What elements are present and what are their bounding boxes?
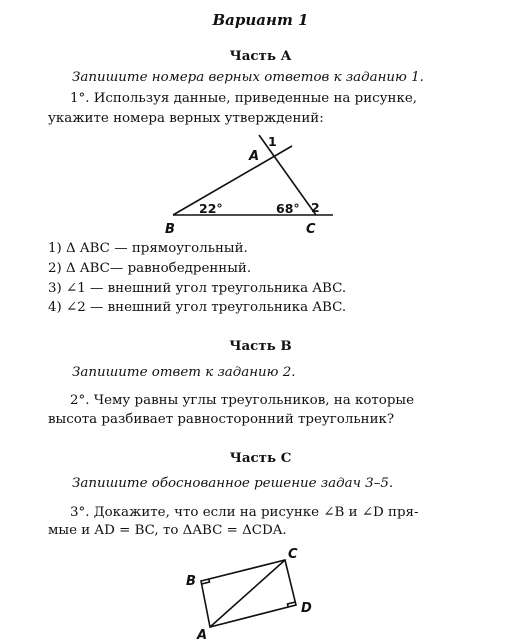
part-a-instruction: Запишите номера верных ответов к заданию 1. [72, 70, 424, 85]
label-angle-2: 2 [311, 200, 320, 215]
part-c-heading: Часть C [229, 450, 292, 466]
part-a-heading: Часть А [229, 48, 292, 64]
label-a: A [249, 149, 260, 164]
angle-c-value: 68° [276, 201, 300, 216]
part-c-instruction: Запишите обоснованное решение задач 3–5. [72, 476, 394, 491]
option-4: 4) ∠2 — внешний угол треугольника ABC. [48, 300, 347, 315]
label-angle-1: 1 [268, 134, 277, 149]
task3-line1: 3°. Докажите, что если на рисунке ∠B и ∠D пря- [70, 505, 419, 520]
label-quad-a: A [197, 628, 208, 641]
label-quad-d: D [301, 601, 312, 616]
part-b-heading: Часть B [229, 338, 292, 354]
label-quad-b: B [186, 574, 196, 589]
option-3: 3) ∠1 — внешний угол треугольника ABC. [48, 281, 347, 296]
label-c: C [306, 222, 316, 237]
task2-line1: 2°. Чему равны углы треугольников, на которые [70, 393, 415, 408]
option-2: 2) Δ ABC— равнобедренный. [48, 261, 252, 276]
part-b-instruction: Запишите ответ к заданию 2. [72, 365, 296, 380]
task3-line2: мые и AD = BC, то ΔABC = ΔCDA. [48, 523, 287, 538]
angle-b-value: 22° [199, 201, 223, 216]
task1-line2: укажите номера верных утверждений: [48, 111, 324, 126]
label-b: B [165, 222, 175, 237]
variant-title: Вариант 1 [212, 11, 309, 29]
task1-line1: 1°. Используя данные, приведенные на рисунке, [70, 91, 418, 106]
task2-line2: высота разбивает равносторонний треугольник? [48, 412, 395, 427]
label-quad-c: C [288, 547, 298, 562]
option-1: 1) Δ ABC — прямоугольный. [48, 241, 248, 256]
